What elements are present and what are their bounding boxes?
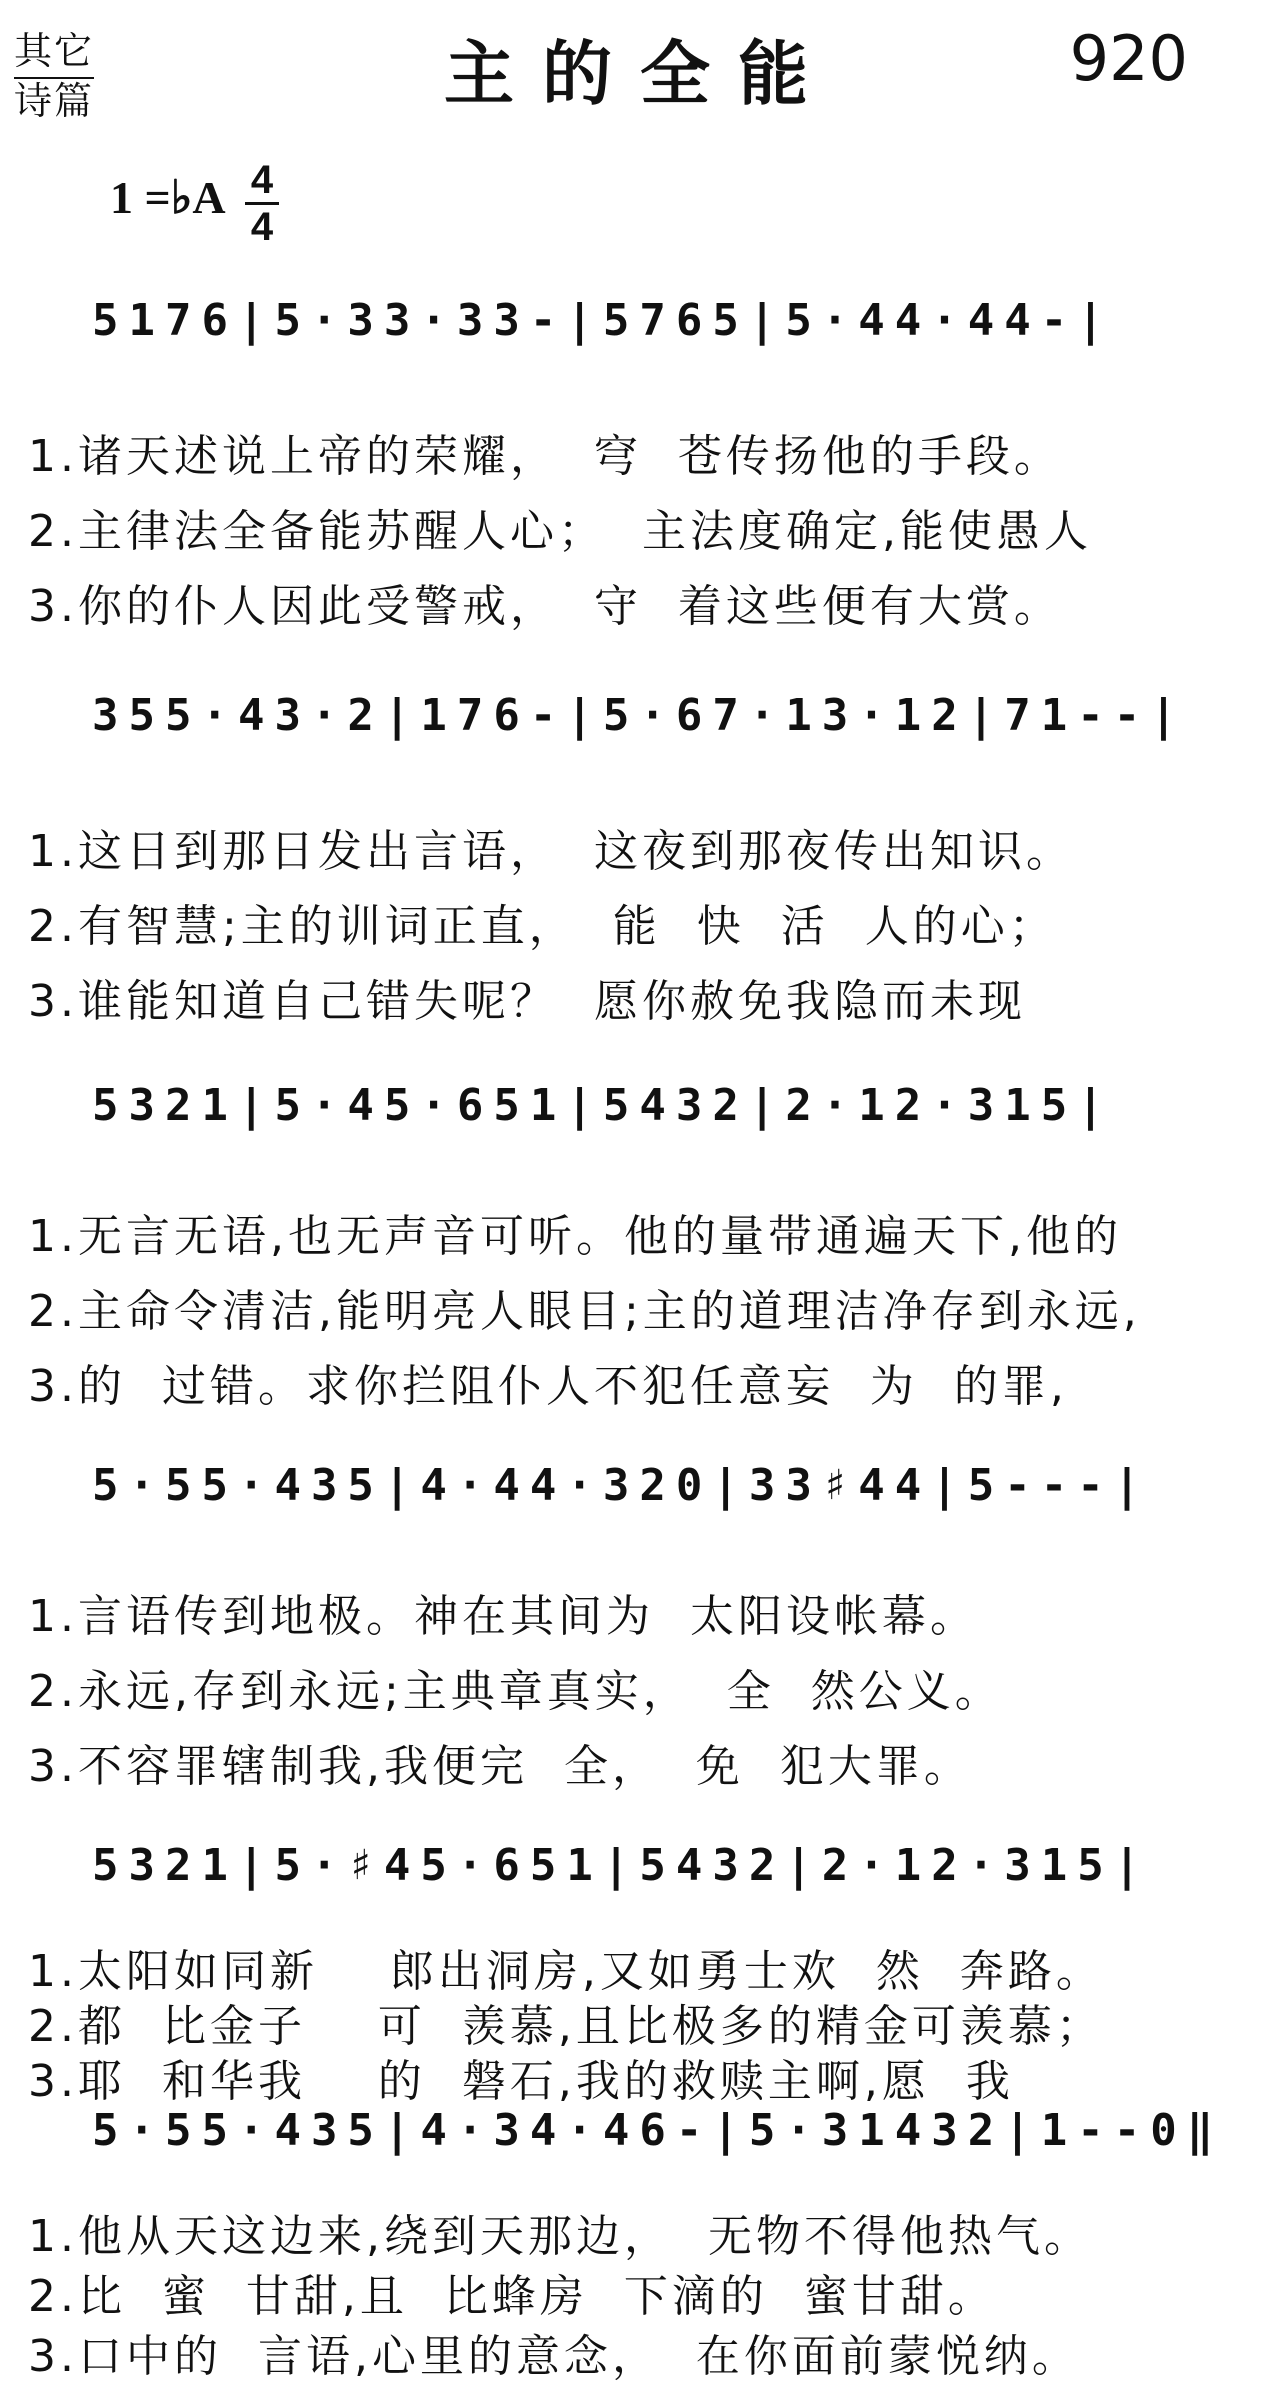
notation-line-1: 5176|5·33·33-|5765|5·44·44-| [92,295,1114,346]
key-signature: 1 =♭A [110,172,226,223]
notation-line-4: 5·55·435|4·44·320|33♯44|5---| [92,1460,1151,1511]
category-label-bottom: 诗篇 [14,79,95,123]
notation-line-3: 5321|5·45·651|5432|2·12·315| [92,1080,1114,1131]
lyric-line-5-3: 3.耶 和华我 的 磐石,我的救赎主啊,愿 我 [28,2056,1014,2107]
lyric-line-3-1: 1.无言无语,也无声音可听。他的量带通遍天下,他的 [28,1211,1122,1262]
time-signature [245,158,279,249]
lyric-line-6-1: 1.他从天这边来,绕到天那边， 无物不得他热气。 [28,2211,1092,2262]
lyric-line-2-2: 2.有智慧;主的训词正直， 能 快 活 人的心； [28,901,1057,952]
lyric-line-2-3: 3.谁能知道自己错失呢？ 愿你赦免我隐而未现 [28,976,1026,1027]
lyric-line-3-2: 2.主命令清洁,能明亮人眼目;主的道理洁净存到永远, [28,1286,1141,1337]
notation-line-6: 5·55·435|4·34·46-|5·31432|1--0‖ [92,2105,1224,2156]
hymn-number: 920 [1069,22,1188,95]
lyric-line-4-1: 1.言语传到地极。神在其间为 太阳设帐幕。 [28,1591,978,1642]
notation-line-5: 5321|5·♯45·651|5432|2·12·315| [92,1840,1151,1891]
category-label-top: 其它 [14,20,94,79]
lyric-line-1-1: 1.诸天述说上帝的荣耀， 穹 苍传扬他的手段。 [28,431,1062,482]
lyric-line-2-1: 1.这日到那日发出言语， 这夜到那夜传出知识。 [28,826,1074,877]
lyric-line-6-3: 3.口中的 言语,心里的意念， 在你面前蒙悦纳。 [28,2331,1080,2382]
lyric-line-3-3: 3.的 过错。求你拦阻仆人不犯任意妄 为 的罪, [28,1361,1068,1412]
lyric-line-5-2: 2.都 比金子 可 羡慕,且比极多的精金可羡慕； [28,2001,1104,2052]
lyric-line-5-1: 1.太阳如同新 郎出洞房,又如勇士欢 然 奔路。 [28,1946,1104,1997]
hymn-title: 主的全能 [444,33,836,115]
lyric-line-6-2: 2.比 蜜 甘甜,且 比蜂房 下滴的 蜜甘甜。 [28,2271,996,2322]
time-signature-bottom: 4 [250,205,274,249]
notation-line-2: 355·43·2|176-|5·67·13·12|71--| [92,690,1187,741]
time-signature-top: 4 [250,158,274,202]
lyric-line-4-2: 2.永远,存到永远;主典章真实， 全 然公义。 [28,1666,1003,1717]
lyric-line-4-3: 3.不容罪辖制我,我便完 全， 免 犯大罪。 [28,1741,972,1792]
lyric-line-1-2: 2.主律法全备能苏醒人心； 主法度确定,能使愚人 [28,506,1092,557]
lyric-line-1-3: 3.你的仆人因此受警戒， 守 着这些便有大赏。 [28,581,1062,632]
